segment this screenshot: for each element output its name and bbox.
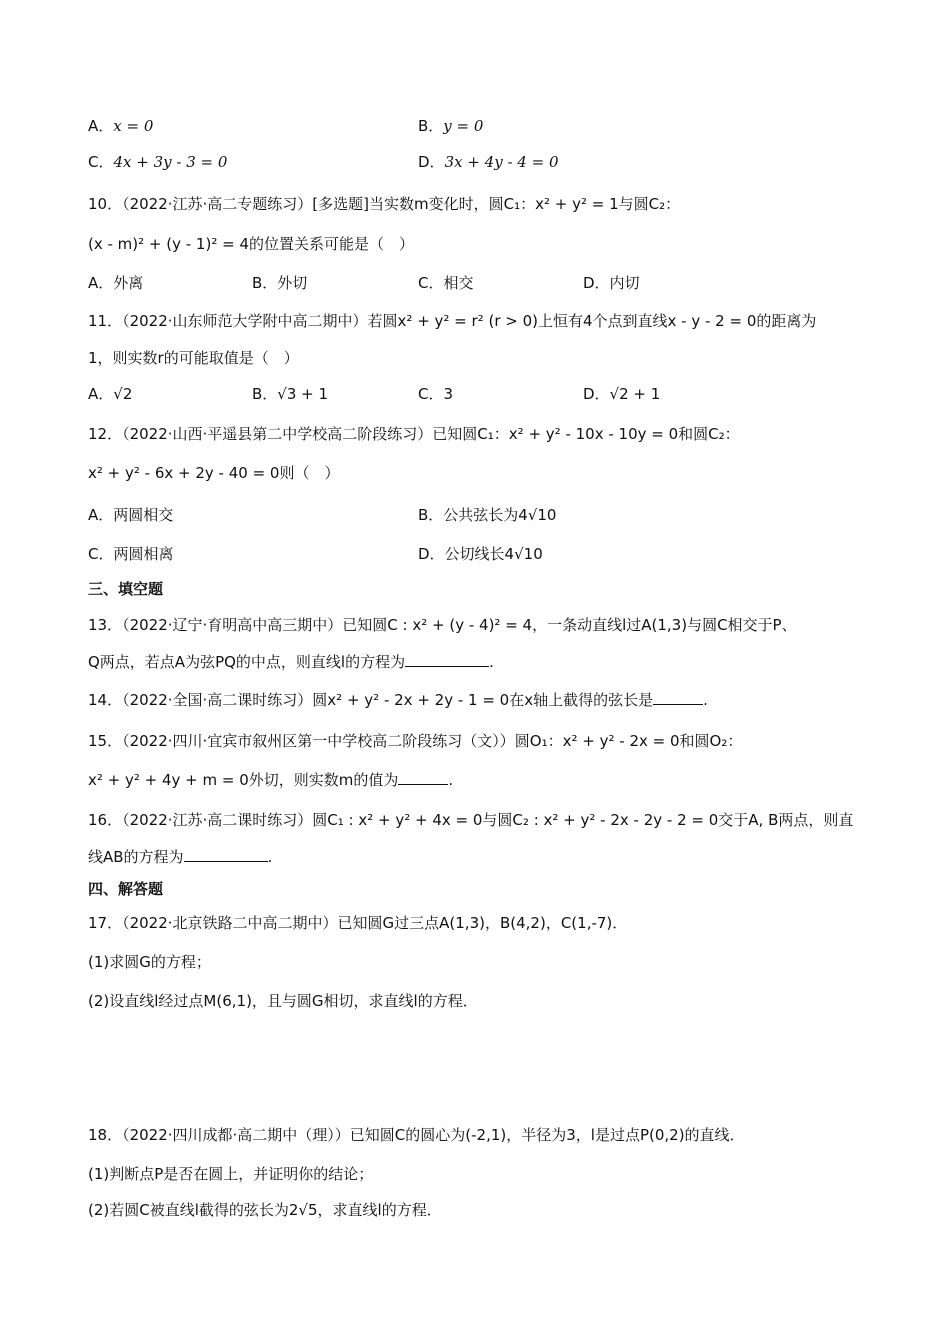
q15-stem-line1: 15．（2022·四川·宜宾市叙州区第一中学校高二阶段练习（文））圆O₁：x² + y² - 2x = 0和圆O₂： [88, 732, 743, 750]
q11-option-d: D．√2 + 1 [583, 385, 661, 403]
q13-text: Q两点，若点A为弦PQ的中点，则直线l的方程为 [88, 653, 406, 671]
q17-part1: (1)求圆G的方程； [88, 953, 211, 971]
q16-stem-line1: 16．（2022·江苏·高二课时练习）圆C₁ : x² + y² + 4x = 0与圆C₂ : x² + y² - 2x - 2y - 2 = 0交于A, B两点，则直 [88, 811, 854, 829]
q9-option-a [88, 116, 153, 136]
q10-option-c: C．相交 [418, 274, 474, 292]
answer-blank[interactable] [653, 690, 703, 705]
q11-option-a: A．√2 [88, 385, 133, 403]
section-heading-fill-in: 三、填空题 [88, 580, 164, 598]
q12-stem-line1: 12．（2022·山西·平遥县第二中学校高二阶段练习）已知圆C₁：x² + y² - 10x - 10y = 0和圆C₂： [88, 425, 740, 443]
q18-part1: (1)判断点P是否在圆上，并证明你的结论； [88, 1165, 374, 1183]
q15-text: x² + y² + 4y + m = 0外切，则实数m的值为 [88, 771, 399, 789]
q15-stem-line2 [88, 770, 453, 790]
q11-option-b: B．√3 + 1 [252, 385, 329, 403]
q11-stem-line1: 11．（2022·山东师范大学附中高二期中）若圆x² + y² = r² (r > 0)上恒有4个点到直线x - y - 2 = 0的距离为 [88, 312, 817, 330]
option-label: D． [418, 153, 445, 171]
option-label: C． [88, 153, 114, 171]
q14-stem-line1 [88, 690, 708, 710]
q9-option-c [88, 152, 227, 172]
q10-option-a: A．外离 [88, 274, 144, 292]
q16-text: 线AB的方程为 [88, 848, 184, 866]
option-math: x = 0 [113, 117, 154, 135]
option-label: B． [418, 117, 444, 135]
q12-option-a: A．两圆相交 [88, 506, 174, 524]
q17-stem-line1: 17．（2022·北京铁路二中高二期中）已知圆G过三点A(1,3)，B(4,2)，C(1,-7)． [88, 914, 628, 932]
option-math: y = 0 [443, 117, 484, 135]
q17-part2: (2)设直线l经过点M(6,1)，且与圆G相切，求直线l的方程． [88, 992, 478, 1010]
q10-stem-line2: (x - m)² + (y - 1)² = 4的位置关系可能是（ ） [88, 235, 414, 253]
q12-stem-line2: x² + y² - 6x + 2y - 40 = 0则（ ） [88, 464, 340, 482]
q16-stem-line2 [88, 847, 272, 867]
q10-stem-line1: 10．（2022·江苏·高二专题练习）[多选题]当实数m变化时，圆C₁：x² + y² = 1与圆C₂： [88, 195, 681, 213]
answer-blank[interactable] [184, 847, 268, 862]
answer-blank[interactable] [405, 652, 489, 667]
q18-part2: (2)若圆C被直线l截得的弦长为2√5，求直线l的方程． [88, 1201, 442, 1219]
q16-period: . [267, 848, 273, 866]
q9-option-b [418, 116, 483, 136]
q9-option-d [418, 152, 558, 172]
q10-option-b: B．外切 [252, 274, 308, 292]
option-math: 3x + 4y - 4 = 0 [444, 153, 559, 171]
answer-blank[interactable] [398, 770, 448, 785]
q10-option-d: D．内切 [583, 274, 640, 292]
q13-stem-line1: 13．（2022·辽宁·育明高中高三期中）已知圆C : x² + (y - 4)² = 4，一条动直线l过A(1,3)与圆C相交于P、 [88, 616, 797, 634]
option-math: 4x + 3y - 3 = 0 [113, 153, 228, 171]
q18-stem-line1: 18．（2022·四川成都·高二期中（理））已知圆C的圆心为(-2,1)，半径为3，l是过点P(0,2)的直线． [88, 1126, 745, 1144]
q14-period: . [703, 691, 708, 709]
q12-option-d: D．公切线长4√10 [418, 545, 543, 563]
q13-period: . [489, 653, 494, 671]
q15-period: . [448, 771, 454, 789]
q13-stem-line2 [88, 652, 494, 672]
option-label: A． [88, 117, 114, 135]
q11-option-c: C．3 [418, 385, 454, 403]
q11-stem-line2: 1，则实数r的可能取值是（ ） [88, 349, 299, 367]
section-heading-answer: 四、解答题 [88, 880, 164, 898]
q12-option-c: C．两圆相离 [88, 545, 174, 563]
q14-text: 14．（2022·全国·高二课时练习）圆x² + y² - 2x + 2y - 1 = 0在x轴上截得的弦长是 [88, 691, 654, 709]
q12-option-b: B．公共弦长为4√10 [418, 506, 557, 524]
